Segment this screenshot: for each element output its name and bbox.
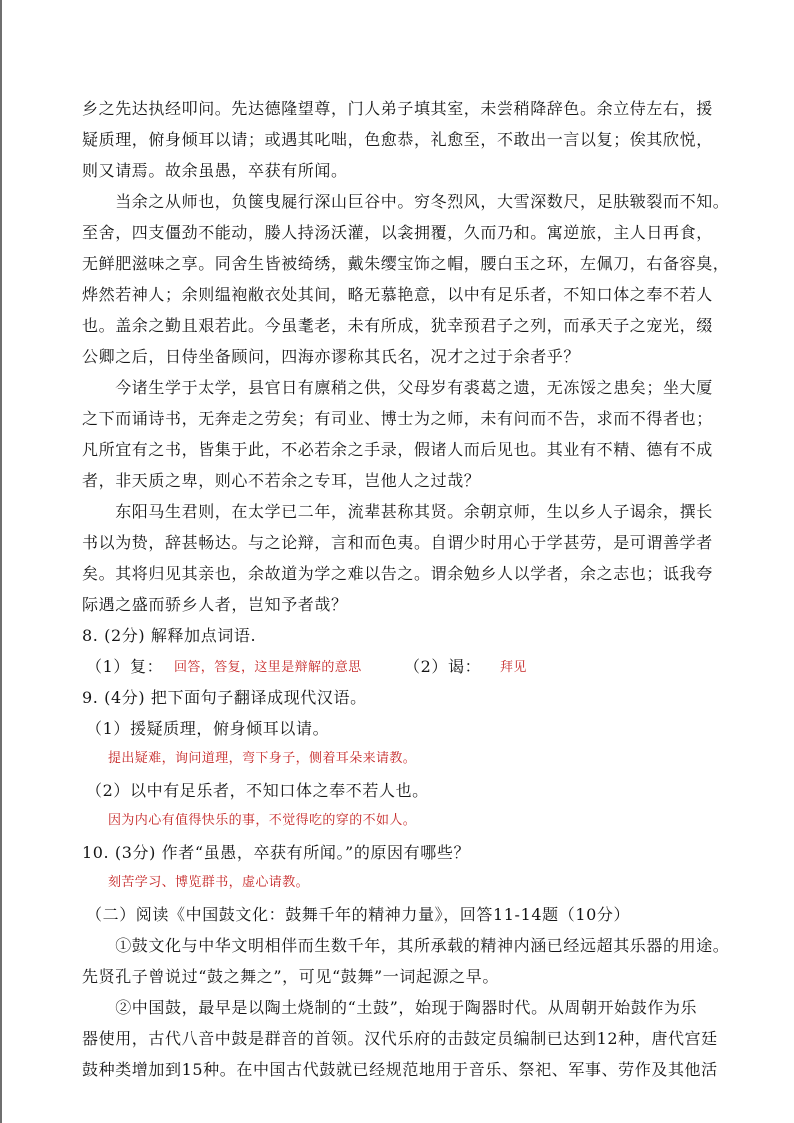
section-2-line: 器使用，古代八音中鼓是群音的首领。汉代乐府的击鼓定员编制已达到12种，唐代宫廷 xyxy=(82,1029,718,1048)
passage-line: 之下而诵诗书，无奔走之劳矣；有司业、博士为之师，未有问而不告，求而不得者也； xyxy=(82,409,713,428)
section-2-line: ②中国鼓，最早是以陶土烧制的“土鼓”，始现于陶器时代。从周朝开始鼓作为乐 xyxy=(82,998,698,1017)
passage-line: 也。盖余之勤且艰若此。今虽耄老，未有所成，犹幸预君子之列，而承天子之宠光，缀 xyxy=(82,316,713,335)
section-2-line: ①鼓文化与中华文明相伴而生数千年，其所承载的精神内涵已经远超其乐器的用途。 xyxy=(82,936,730,955)
passage-line: 今诸生学于太学，县官日有廪稍之供，父母岁有裘葛之遗，无冻馁之患矣；坐大厦 xyxy=(82,378,713,397)
section-2-line: 先贤孔子曾说过“鼓之舞之”，可见“鼓舞”一词起源之早。 xyxy=(82,967,499,986)
question-9-answer2: 因为内心有值得快乐的事，不觉得吃的穿的不如人。 xyxy=(108,813,417,828)
passage-line: 无鲜肥滋味之享。同舍生皆被绮绣，戴朱缨宝饰之帽，腰白玉之环，左佩刀，右备容臭， xyxy=(82,254,730,273)
passage-line: 书以为贽，辞甚畅达。与之论辩，言和而色夷。自谓少时用心于学甚劳，是可谓善学者 xyxy=(82,533,713,552)
passage-line: 东阳马生君则，在太学已二年，流辈甚称其贤。余朝京师，生以乡人子谒余，撰长 xyxy=(82,502,713,521)
question-9-stem: 9. (4分) 把下面句子翻译成现代汉语。 xyxy=(82,688,367,707)
passage-line: 则又请焉。故余虽愚，卒获有所闻。 xyxy=(82,161,348,180)
passage-line: 乡之先达执经叩问。先达德隆望尊，门人弟子填其室，未尝稍降辞色。余立侍左右，援 xyxy=(82,99,713,118)
question-9-sentence1: （1）援疑质理，俯身倾耳以请。 xyxy=(86,719,330,738)
passage-line: 矣。其将归见其亲也，余故道为学之难以告之。谓余勉乡人以学者，余之志也；诋我夸 xyxy=(82,564,713,583)
passage-line: 凡所宜有之书，皆集于此，不必若余之手录，假诸人而后见也。其业有不精、德有不成 xyxy=(82,440,713,459)
passage-line: 当余之从师也，负箧曳屣行深山巨谷中。穷冬烈风，大雪深数尺，足肤皲裂而不知。 xyxy=(82,192,730,211)
passage-line: 疑质理，俯身倾耳以请；或遇其叱咄，色愈恭，礼愈至，不敢出一言以复；俟其欣悦， xyxy=(82,130,713,149)
passage-line: 者，非天质之卑，则心不若余之专耳，岂他人之过哉？ xyxy=(82,471,481,490)
passage-line: 至舍，四支僵劲不能动，媵人持汤沃灌，以衾拥覆，久而乃和。寓逆旅，主人日再食， xyxy=(82,223,713,242)
question-9-answer1: 提出疑难，询问道理，弯下身子，侧着耳朵来请教。 xyxy=(108,751,417,766)
question-9-sentence2: （2）以中有足乐者，不知口体之奉不若人也。 xyxy=(86,781,429,800)
section-2-heading: （二）阅读《中国鼓文化：鼓舞千年的精神力量》，回答11-14题（10分） xyxy=(86,905,631,924)
question-8-part2-label: （2）谒： xyxy=(404,657,482,676)
question-8-stem: 8. (2分) 解释加点词语. xyxy=(82,626,257,645)
section-2-line: 鼓种类增加到15种。在中国古代鼓就已经规范地用于音乐、祭祀、军事、劳作及其他活 xyxy=(82,1060,718,1079)
question-10-stem: 10. (3分) 作者“虽愚，卒获有所闻。”的原因有哪些？ xyxy=(82,843,471,862)
passage-line: 际遇之盛而骄乡人者，岂知予者哉？ xyxy=(82,595,348,614)
question-8-part2-answer: 拜见 xyxy=(500,660,527,675)
question-8-part1-answer: 回答，答复，这里是辩解的意思 xyxy=(174,660,362,675)
passage-line: 公卿之后，日侍坐备顾问，四海亦谬称其氏名，况才之过于余者乎？ xyxy=(82,347,581,366)
question-10-answer: 刻苦学习、博览群书，虚心请教。 xyxy=(108,875,310,890)
question-8-part1-label: （1）复： xyxy=(86,657,164,676)
passage-line: 烨然若神人；余则缊袍敝衣处其间，略无慕艳意，以中有足乐者，不知口体之奉不若人 xyxy=(82,285,713,304)
